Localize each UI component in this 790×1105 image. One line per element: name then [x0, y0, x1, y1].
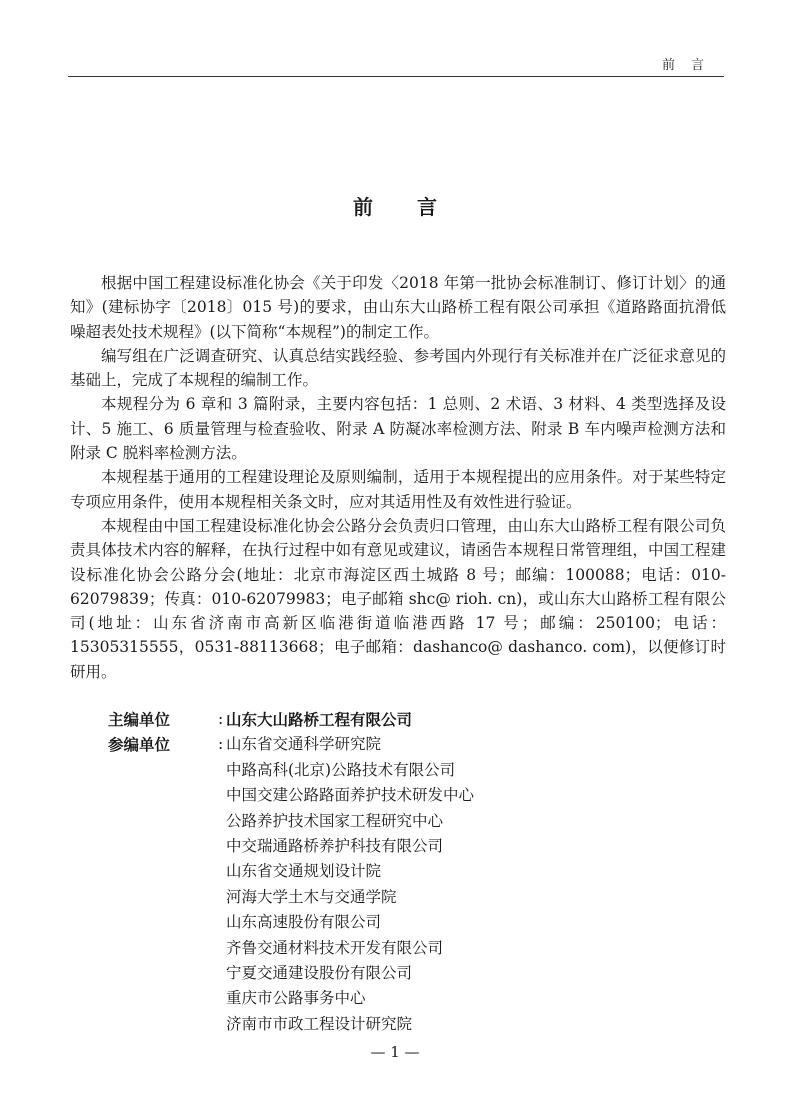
editing-units [108, 707, 708, 1037]
page-title: 前言 [353, 195, 481, 219]
participant-unit: 中路高科(北京)公路技术有限公司 [226, 760, 456, 779]
participant-unit: 中交瑞通路桥养护科技有限公司 [226, 837, 444, 856]
participant-unit: 济南市市政工程设计研究院 [226, 1014, 413, 1033]
participant-unit: 山东省交通科学研究院 [226, 735, 382, 754]
chief-editor-list [226, 707, 412, 732]
participant-row: 参编单位 : 山东省交通科学研究院 中路高科(北京)公路技术有限公司 中国交建公路路面养护技术研发中心 公路养护技术国家工程研究中心 中交瑞通路桥养护科技有限公司 山东省交通规划设计院 河海大学土木与交通学院 山东高速股份有限公司 齐鲁交通材料技术开发有限公司 宁夏交通建设股份有限公司 重庆市公路事务中心 济南市市政工程设计研究院 [108, 732, 708, 1037]
participant-unit: 中国交建公路路面养护技术研发中心 [226, 786, 475, 805]
running-header: 前言 [661, 58, 720, 73]
paragraph-2: 编写组在广泛调查研究、认真总结实践经验、参考国内外现行有关标准并在广泛征求意见的基础上，完成了本规程的编制工作。 [70, 346, 726, 390]
paragraph-1: 根据中国工程建设标准化协会《关于印发〈2018 年第一批协会标准制订、修订计划〉的通知》(建标协字〔2018〕015 号)的要求，由山东大山路桥工程有限公司承担《道路路面抗滑低噪超表处技术规程》(以下简称“本规程”)的制定工作。 [70, 274, 726, 341]
participant-label: 参编单位 [108, 735, 171, 755]
preface-body [70, 271, 726, 684]
participant-unit: 公路养护技术国家工程研究中心 [226, 811, 444, 830]
participant-unit: 齐鲁交通材料技术开发有限公司 [226, 938, 444, 957]
paragraph-5: 本规程由中国工程建设标准化协会公路分会负责归口管理，由山东大山路桥工程有限公司负责具体技术内容的解释，在执行过程中如有意见或建议，请函告本规程日常管理组，中国工程建设标准化协会公路分会(地址：北京市海淀区西土城路 8 号；邮编：100088；电话：010-62079839；传真：010-62079983；电子邮箱 shc@ rioh. cn)，或山东大山路桥工程有限公司(地址：山东省济南市高新区临港街道临港西路 17 号；邮编：250100；电话：15305315555，0531-88113668；电子邮箱：dashanco@ dashanco. com)，以便修订时研用。 [70, 516, 726, 681]
chief-editor-row: 主编单位 : 山东大山路桥工程有限公司 [108, 707, 708, 732]
participant-unit: 山东省交通规划设计院 [226, 862, 382, 881]
page-number: — 1 — [370, 1043, 420, 1061]
participant-list [226, 732, 474, 1037]
participant-unit: 山东高速股份有限公司 [226, 913, 382, 932]
paragraph-3: 本规程分为 6 章和 3 篇附录，主要内容包括：1 总则、2 术语、3 材料、4 类型选择及设计、5 施工、6 质量管理与检查验收、附录 A 防凝冰率检测方法、附录 B 车内噪声检测方法和附录 C 脱料率检测方法。 [70, 395, 726, 463]
participant-unit: 重庆市公路事务中心 [226, 989, 366, 1008]
participant-unit: 河海大学土木与交通学院 [226, 887, 397, 906]
chief-editor-label: 主编单位 [108, 710, 171, 729]
header-rule [68, 76, 724, 77]
paragraph-4: 本规程基于通用的工程建设理论及原则编制，适用于本规程提出的应用条件。对于某些特定专项应用条件，使用本规程相关条文时，应对其适用性及有效性进行验证。 [70, 468, 726, 511]
chief-editor-unit: 山东大山路桥工程有限公司 [226, 710, 413, 729]
participant-unit: 宁夏交通建设股份有限公司 [226, 964, 413, 983]
